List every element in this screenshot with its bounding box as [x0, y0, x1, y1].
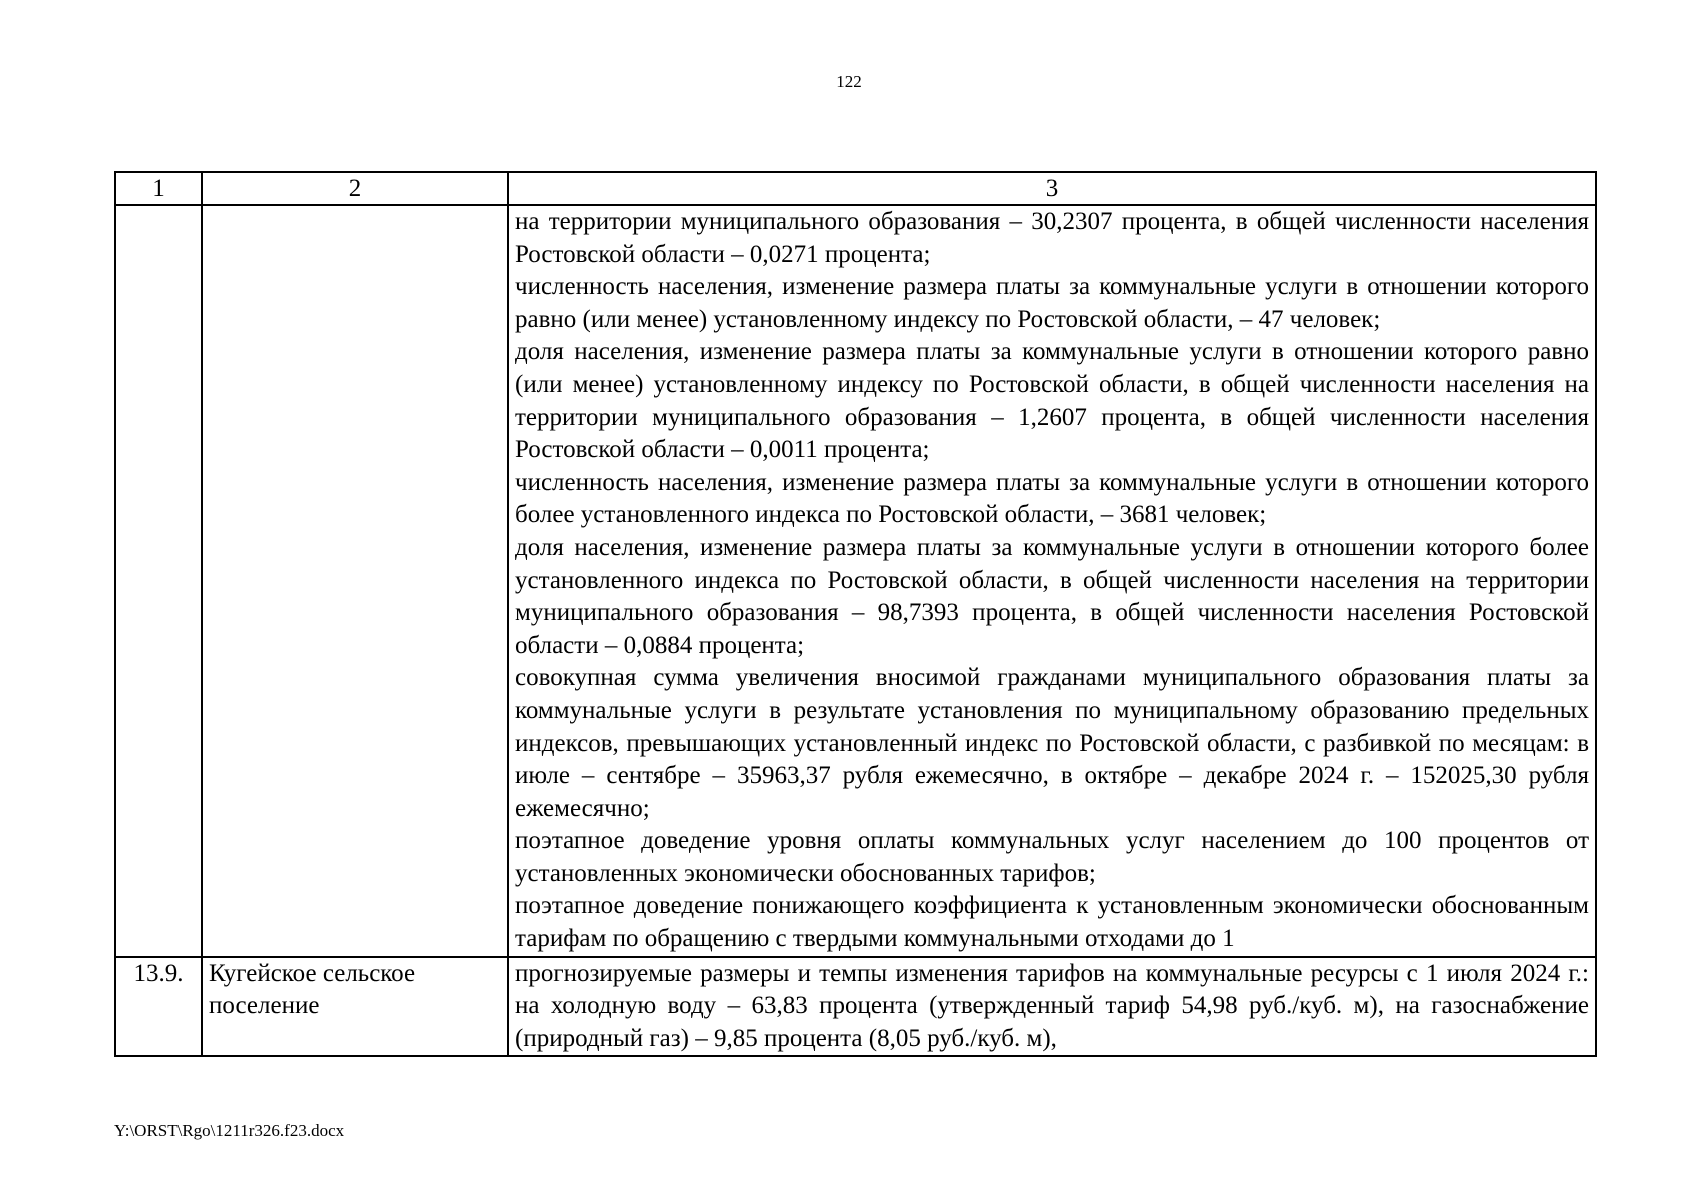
row-number: 13.9.	[115, 957, 202, 1057]
continued-num-cell	[115, 205, 202, 957]
paragraph: прогнозируемые размеры и темпы изменения тарифов на коммунальные ресурсы с 1 июля 2024 г.: на холодную воду – 63,83 процента (утвержденный тариф 54,98 руб./куб. м), на газоснабжение (природный газ) – 9,85 процента (8,05 руб./куб. м),	[515, 959, 1589, 1052]
paragraph: на территории муниципального образования – 30,2307 процента, в общей численности населения Ростовской области – 0,0271 процента;	[515, 208, 1589, 268]
paragraph: поэтапное доведение уровня оплаты коммунальных услуг населением до 100 процентов от установленных экономически обоснованных тарифов;	[515, 827, 1589, 887]
row-text-cell	[508, 957, 1596, 1057]
continued-text-cell	[508, 205, 1596, 957]
paragraph: поэтапное доведение понижающего коэффициента к установленным экономически обоснованным тарифам по обращению с твердыми коммунальными отходами до 1	[515, 892, 1589, 953]
table-header-row	[115, 172, 1596, 205]
paragraph: совокупная сумма увеличения вносимой гражданами муниципального образования платы за коммунальные услуги в результате установления по муниципальному образованию предельных индексов, превышающих установленный индекс по Ростовской области, с разбивкой по месяцам: в июле – сентябре – 35963,37 рубля ежемесячно, в октябре – декабре 2024 г. – 152025,30 рубля ежемесячно;	[515, 664, 1589, 822]
tariff-table	[114, 171, 1597, 1057]
paragraph: доля населения, изменение размера платы за коммунальные услуги в отношении которого равно (или менее) установленному индексу по Ростовской области, в общей численности населения на территории муниципального образования – 1,2607 процента, в общей численности населения Ростовской области – 0,0011 процента;	[515, 338, 1589, 464]
page-number: 122	[836, 72, 862, 91]
header-col-3: 3	[508, 172, 1596, 205]
table-row-13-9	[115, 957, 1596, 1057]
table-row-continued	[115, 205, 1596, 957]
paragraph: численность населения, изменение размера платы за коммунальные услуги в отношении которого более установленного индекса по Ростовской области, – 3681 человек;	[515, 468, 1589, 529]
paragraph: численность населения, изменение размера платы за коммунальные услуги в отношении которого равно (или менее) установленному индексу по Ростовской области, – 47 человек;	[515, 273, 1589, 333]
header-col-1: 1	[115, 172, 202, 205]
continued-name-cell	[202, 205, 508, 957]
footer-file-path: Y:\ORST\Rgo\1211r326.f23.docx	[114, 1121, 345, 1140]
header-col-2: 2	[202, 172, 508, 205]
settlement-name: Кугейское сельское поселение	[202, 957, 508, 1057]
paragraph: доля населения, изменение размера платы за коммунальные услуги в отношении которого более установленного индекса по Ростовской области, в общей численности населения на территории муниципального образования – 98,7393 процента, в общей численности населения Ростовской области – 0,0884 процента;	[515, 533, 1589, 659]
